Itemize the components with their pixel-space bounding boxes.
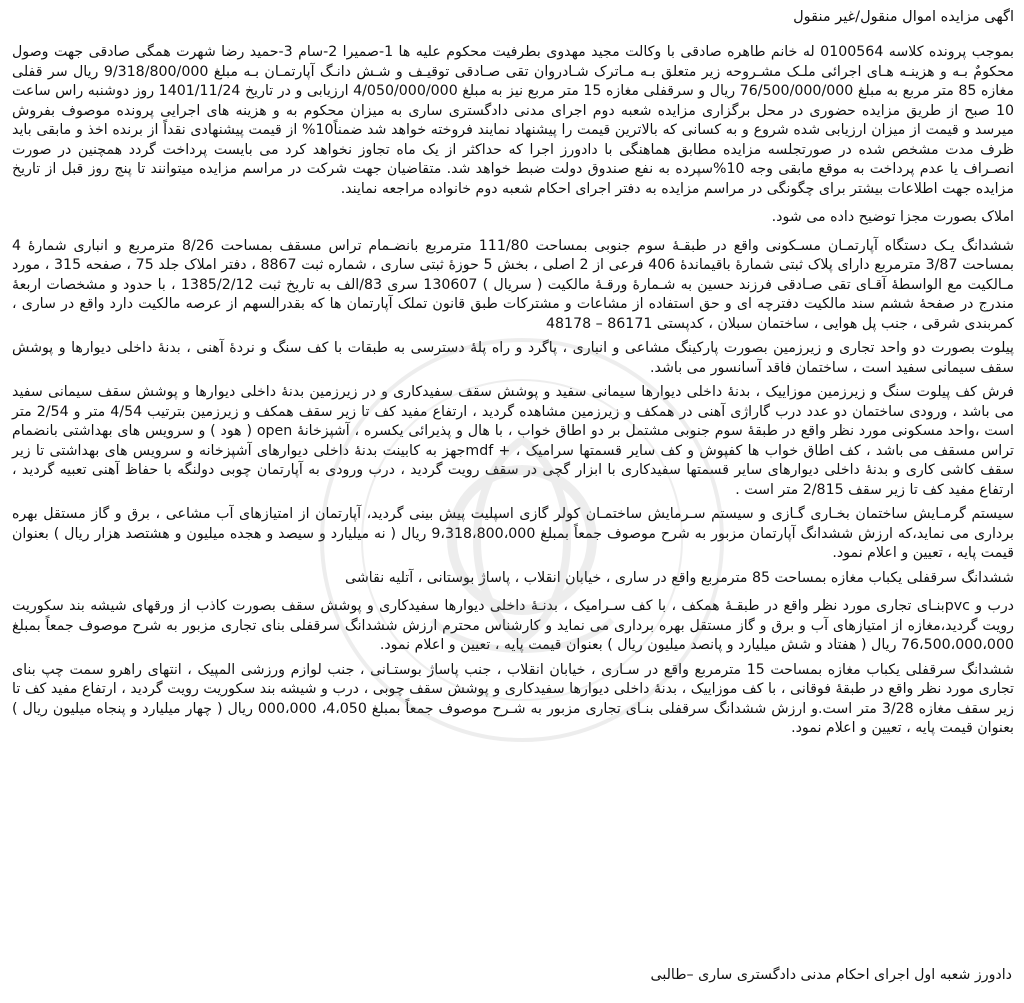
- assets-heading: املاک بصورت مجزا توضیح داده می شود.: [771, 209, 1014, 225]
- signature-line: دادورز شعبه اول اجرای احکام مدنی دادگستری ساری –طالبی: [650, 967, 1012, 983]
- interior-description: فرش کف پیلوت سنگ و زیرزمین موزاییک ، بدنهٔ داخلی دیوارها سیمانی سفید و پوشش سقف سفیدکاری و در زیرزمین بدنهٔ داخلی دیوارها و پوشش سقف سیمانی سفید می باشد ، ورودی ساختمان دو عدد درب گاراژی آهنی در همکف و زیرزمین مشاهده گردید ، ارتفاع مفید کف تا زیر سقف همکف و زیرزمین بترتیب 4/54 متر و 2/54 متر است ،واحد مسکونی مورد نظر واقع در طبقهٔ سوم جنوبی مشتمل بر دو اطاق خواب ، با هال و پذیرائی یکسره ، آشپزخانهٔ open ( هود ) و سرویس های بهداشتی بانضمام تراس مسقف می باشد ، کف اطاق خواب ها کفپوش و کف سایر قسمتها سرامیک ، + mdfجهز به کابینت بدنهٔ داخلی دیوارهای آشپزخانه و سرویس های بهداشتی تا زیر سقف کاشی کاری و بدنهٔ داخلی دیوارهای سایر قسمتها سفیدکاری با ابزار گچی در سقف رویت گردید ، درب ورودی به آپارتمان چوبی دولنگه با حفاظ آهنی تعبیه گردید ، ارتفاع مفید کف تا زیر سقف 2/815 متر است .: [12, 384, 1015, 498]
- building-description: پیلوت بصورت دو واحد تجاری و زیرزمین بصورت پارکینگ مشاعی و انباری ، پاگرد و راه پلهٔ دسترسی به طبقات با کف سنگ و نردهٔ آهنی ، بدنهٔ داخلی دیوارها و پوشش سقف سیمانی سفید است ، ساختمان فاقد آسانسور می باشد.: [12, 340, 1014, 376]
- shop85-description: درب و pvcبنـای تجاری مورد نظر واقع در طبقـهٔ همکف ، با کف سـرامیک ، بدنـهٔ داخلی دیوارها سفیدکاری و پوشش سقف بصورت کاذب از ورقهای شیشه بند سکوریت رویت گردید،مغازه از امتیازهای آب و برق و گاز مستقل بهره برداری می نماید و کارشناس محترم ارزش ششدانگ سرقفلی بنای تجاری مزبور به شرح موصوف جمعاً بمبلغ 76،500،000،000 ریال ( هفتاد و شش میلیارد و پانصد میلیون ریال ) بعنوان قیمت پایه ، تعیین و اعلام نمود.: [12, 598, 1014, 653]
- intro-paragraph: بموجب پرونده کلاسه 0100564 له خانم طاهره صادقی با وکالت مجید مهدوی بطرفیت محکوم علیه ها 1-صمیرا 2-سام 3-حمید رضا شهرت همگی صادقی جهت وصول محکومٌ بـه و هزینـه هـای اجرائی ملـک مشـروحه زیر متعلق بـه مـاترک شـادروان تقی صـادقی توقیـف و شـش دانـگ آپارتمـان بـه مبلغ 9/318/800/000 ریال سر قفلی مغازه 85 متر مربع به مبلغ 76/500/000/000 ریال و سرقفلی مغازه 15 متر مربع نیز به مبلغ 4/050/000/000 ارزیابی و در تاریخ 1401/11/24 روز دوشنبه راس ساعت 10 صبح از طریق مزایده حضوری در محل برگزاری مزایده شعبه دوم اجرای مدنی دادگستری ساری به میزان محکوم به و هزینه های اجرایی پرونده موصوف بفروش میرسد و قیمت از میزان ارزیابی شده شروع و به کسانی که بالاترین قیمت را پیشنهاد نمایند فروخته خواهد شد ضمناً10% از قیمت پیشنهادی نقداً از برنده اخذ و مابقی باید ظرف مدت مشخص شده در صورتجلسه مزایده مطابق هماهنگی با دادورز اجرا که حداکثر از یک ماه تجاوز نخواهد کرد می بایست پرداخت گردد همچنین در صورت انصـراف یا عدم پرداخت به موقع مابقی وجه 10%سپرده به نفع صندوق دولت ضبط خواهد شد. متقاضیان جهت شرکت در مراسم مزایده میتوانند تا پنج روز قبل از تاریخ مزایده جهت اطلاعات بیشتر برای چگونگی در مراسم مزایده به دفتر اجرای احکام شعبه دوم خانواده مراجعه نمایند.: [12, 44, 1014, 197]
- document-title: اگهی مزایده اموال منقول/غیر منقول: [793, 9, 1014, 25]
- shop85-heading: ششدانگ سرقفلی یکباب مغازه بمساحت 85 مترمربع واقع در ساری ، خیابان انقلاب ، پاساژ بوستانی ، آتلیه نقاشی: [345, 569, 1014, 586]
- shop15-description: ششدانگ سرقفلی یکباب مغازه بمساحت 15 مترمربع واقع در سـاری ، خیابان انقلاب ، جنب پاساژ بوستـانی ، جنب لوازم ورزشی المپیک ، انتهای راهرو سمت چپ بنای تجاری مورد نظر واقع در طبقهٔ فوقانی ، با کف موزاییک ، بدنهٔ داخلی دیوارها سفیدکاری و پوشش سقف چوبی ، درب و شیشه بند سکوریت رویت گردید ، ارتفاع مفید کف تا زیر سقف مغازه 3/28 متر است.و ارزش ششدانگ سرقفلی بنـای تجاری مزبور به شـرح موصوف جمعاً بمبلغ 4،050، 000،000 ریال ( چهار میلیارد و پنجاه میلیون ریال ) بعنوان قیمت پایه ، تعیین و اعلام نمود.: [12, 661, 1015, 736]
- apartment-description: ششدانگ یـک دستگاه آپارتمـان مسـکونی واقع در طبقـهٔ سوم جنوبی بمساحت 111/80 مترمربع بانضـمام تراس مسقف بمساحت 8/26 مترمربع و انباری شمارهٔ 4 بمساحت 3/87 مترمربع دارای پلاک ثبتی شمارهٔ باقیماندهٔ 406 فرعی از 2 اصلی ، بخش 5 حوزهٔ ثبتی ساری ، شماره ثبت 8867 ، دفتر املاک جلد 75 ، صفحه 315 ، مورد مـالکیت مع الواسطهٔ آقـای تقی صـادقی فرزند حسین به شـمارهٔ ورقـهٔ مالکیت ( سریال ) 130607 سری 83/الف به تاریخ ثبت 1385/2/12 ، با حدود و مشخصات اربعهٔ مندرج در صفحهٔ ششم سند مالکیت دفترچه ای و حق استفاده از مشاعات و مشترکات طبق قانون تملک آپارتمان ها که بقدرالسهم از عرصه مالکیت دارد واقع در ساری ، کمربندی شرقی ، جنب پل هوایی ، ساختمان سبلان ، کدپستی 86171 – 48178: [12, 237, 1015, 332]
- heating-description: سیستم گرمـایش ساختمان بخـاری گـازی و سیستم سـرمایش ساختمـان کولر گازی اسپلیت پیش بینی گردید، آپارتمان از امتیازهای آب مشاعی ، برق و گاز مستقل بهره برداری می نماید،که ارزش ششدانگ آپارتمان مزبور به شرح موصوف جمعاً بمبلغ 9،318،800،000 ریال ( نه میلیارد و سیصد و هجده میلیون و هشتصد هزار ریال ) بعنوان قیمت پایه ، تعیین و اعلام نمود.: [12, 506, 1014, 561]
